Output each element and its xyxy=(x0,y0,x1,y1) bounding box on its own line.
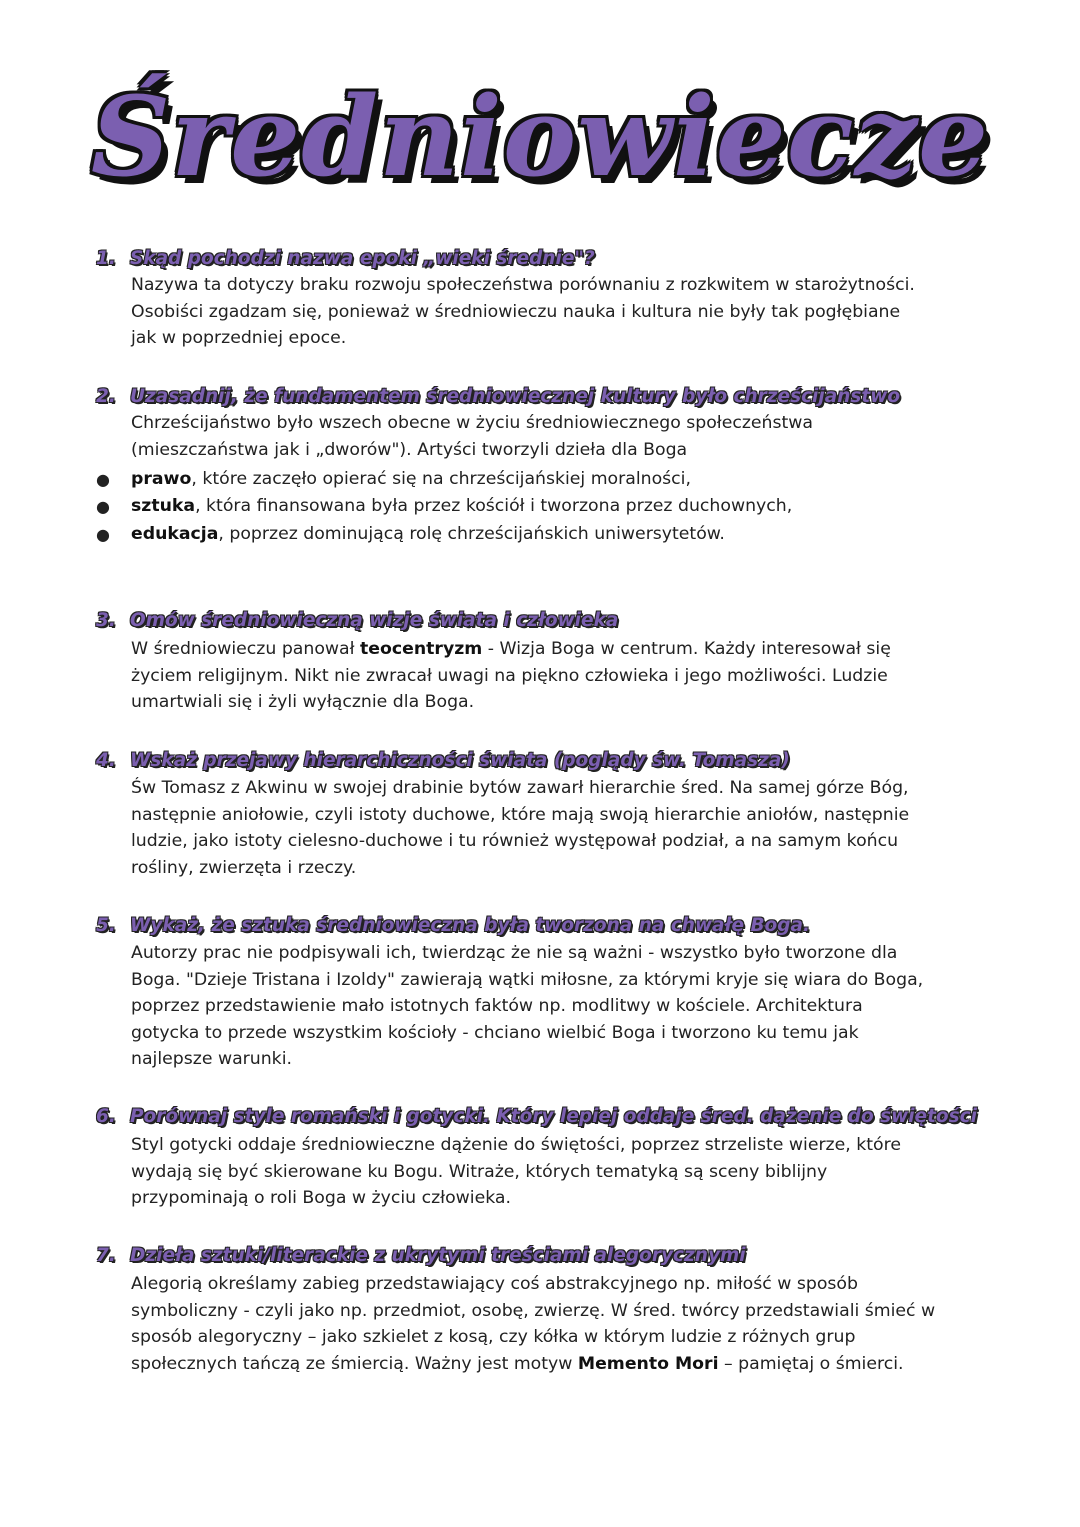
page-title: Średniowiecze xyxy=(90,72,990,201)
question-text: Wykaż, że sztuka średniowieczna była tworzona na chwałę Boga. xyxy=(130,915,811,936)
answer-line: Styl gotycki oddaje średniowieczne dążenie do świętości, poprzez strzeliste wierze, które xyxy=(131,1135,901,1155)
question-number: 1. xyxy=(96,248,116,269)
question-1 xyxy=(96,244,595,274)
answer-line: wydają się być skierowane ku Bogu. Witraże, których tematyką są sceny biblijny xyxy=(131,1161,828,1182)
question-text: Porównaj style romański i gotycki. Który lepiej oddaje śred. dążenie do świętości xyxy=(130,1106,977,1127)
answer-line xyxy=(131,1351,1031,1378)
answer-text: W średniowieczu panował xyxy=(131,639,361,659)
answer-1 xyxy=(131,272,1031,352)
bullet-term: sztuka xyxy=(131,496,196,516)
bullet-text: , która finansowana była przez kościół i tworzona przez duchownych, xyxy=(195,496,793,516)
bullet-item xyxy=(0,466,1080,493)
answer-2 xyxy=(131,410,1031,463)
bullet-icon: ● xyxy=(96,497,110,516)
answer-line: Boga. "Dzieje Tristana i Izoldy" zawierają wątki miłosne, za którymi kryje się wiara do Boga, xyxy=(131,969,924,990)
answer-line: życiem religijnym. Nikt nie zwracał uwagi na piękno człowieka i jego możliwości. Ludzie xyxy=(131,665,888,686)
question-number: 3. xyxy=(96,610,116,631)
answer-line: Osobiści zgadzam się, ponieważ w średniowieczu nauka i kultura nie były tak pogłębiane xyxy=(131,301,901,322)
question-text: Uzasadnij, że fundamentem średniowiecznej kultury było chrześcijaństwo xyxy=(130,386,901,407)
answer-line: Alegorią określamy zabieg przedstawiający coś abstrakcyjnego np. miłość w sposób xyxy=(131,1274,858,1294)
question-number: 4. xyxy=(96,750,116,771)
bullet-term: prawo xyxy=(131,469,192,489)
question-number: 2. xyxy=(96,386,116,407)
answer-line: poprzez przedstawienie mało istotnych faktów np. modlitwy w kościele. Architektura xyxy=(131,996,863,1016)
answer-term: Memento Mori xyxy=(577,1353,719,1374)
question-number: 6. xyxy=(96,1106,116,1127)
answer-line: następnie aniołowie, czyli istoty duchowe, które mają swoją hierarchie aniołów, następnie xyxy=(131,804,910,825)
question-text: Skąd pochodzi nazwa epoki „wieki średnie"? xyxy=(130,248,595,269)
answer-line: ludzie, jako istoty cielesno-duchowe i tu również występował podział, a na samym końcu xyxy=(131,831,899,851)
answer-line: sposób alegoryczny – jako szkielet z kosą, czy kółka w którym ludzie z różnych grup xyxy=(131,1327,856,1347)
answer-line xyxy=(131,636,1031,663)
bullet-icon: ● xyxy=(96,525,110,544)
answer-line: Chrześcijaństwo było wszech obecne w życiu średniowiecznego społeczeństwa xyxy=(131,413,814,433)
answer-line: najlepsze warunki. xyxy=(131,1049,292,1069)
answer-text: - Wizja Boga w centrum. Każdy interesował się xyxy=(482,639,891,659)
answer-text: – pamiętaj o śmierci. xyxy=(718,1353,904,1374)
question-3 xyxy=(96,606,618,636)
answer-3 xyxy=(131,636,1031,716)
answer-line: Św Tomasz z Akwinu w swojej drabinie bytów zawarł hierarchie śred. Na samej górze Bóg, xyxy=(131,778,909,798)
question-number: 5. xyxy=(96,915,116,936)
answer-6 xyxy=(131,1132,1031,1212)
answer-text: społecznych tańczą ze śmiercią. Ważny jest motyw xyxy=(131,1353,578,1374)
bullet-icon: ● xyxy=(96,470,110,489)
question-5 xyxy=(96,911,810,941)
answer-line: jak w poprzedniej epoce. xyxy=(131,328,347,348)
answer-line: rośliny, zwierzęta i rzeczy. xyxy=(131,857,357,878)
bullet-term: edukacja xyxy=(131,524,219,544)
answer-line: gotycka to przede wszystkim kościoły - chciano wielbić Boga i tworzono ku temu jak xyxy=(131,1022,859,1043)
question-text: Wskaż przejawy hierarchiczności świata (poglądy św. Tomasza) xyxy=(130,750,790,771)
answer-line: symboliczny - czyli jako np. przedmiot, osobę, zwierzę. W śred. twórcy przedstawiali śmieć w xyxy=(131,1300,936,1321)
bullet-text: , poprzez dominującą rolę chrześcijańskich uniwersytetów. xyxy=(218,524,725,544)
answer-5 xyxy=(131,940,1031,1073)
question-4 xyxy=(96,746,790,776)
bullet-text: , które zaczęło opierać się na chrześcijańskiej moralności, xyxy=(191,469,691,489)
answer-line: umartwiali się i żyli wyłącznie dla Boga. xyxy=(131,692,475,712)
answer-line: Nazywa ta dotyczy braku rozwoju społeczeństwa porównaniu z rozkwitem w starożytności. xyxy=(131,275,915,295)
question-6 xyxy=(96,1102,977,1132)
answer-line: przypominają o roli Boga w życiu człowieka. xyxy=(131,1188,512,1208)
answer-line: Autorzy prac nie podpisywali ich, twierdząc że nie są ważni - wszystko było tworzone dla xyxy=(131,943,898,963)
question-text: Dzieła sztuki/literackie z ukrytymi treściami alegorycznymi xyxy=(130,1245,746,1266)
answer-line: (mieszczaństwa jak i „dworów"). Artyści tworzyli dzieła dla Boga xyxy=(131,439,688,460)
answer-7 xyxy=(131,1271,1031,1377)
question-number: 7. xyxy=(96,1245,116,1266)
bullet-item xyxy=(0,521,1080,548)
question-7 xyxy=(96,1241,746,1271)
answer-4 xyxy=(131,775,1031,881)
question-text: Omów średniowieczną wizje świata i człowieka xyxy=(130,610,619,631)
question-2 xyxy=(96,382,900,412)
bullet-item xyxy=(0,493,1080,520)
answer-term: teocentryzm xyxy=(360,639,483,659)
